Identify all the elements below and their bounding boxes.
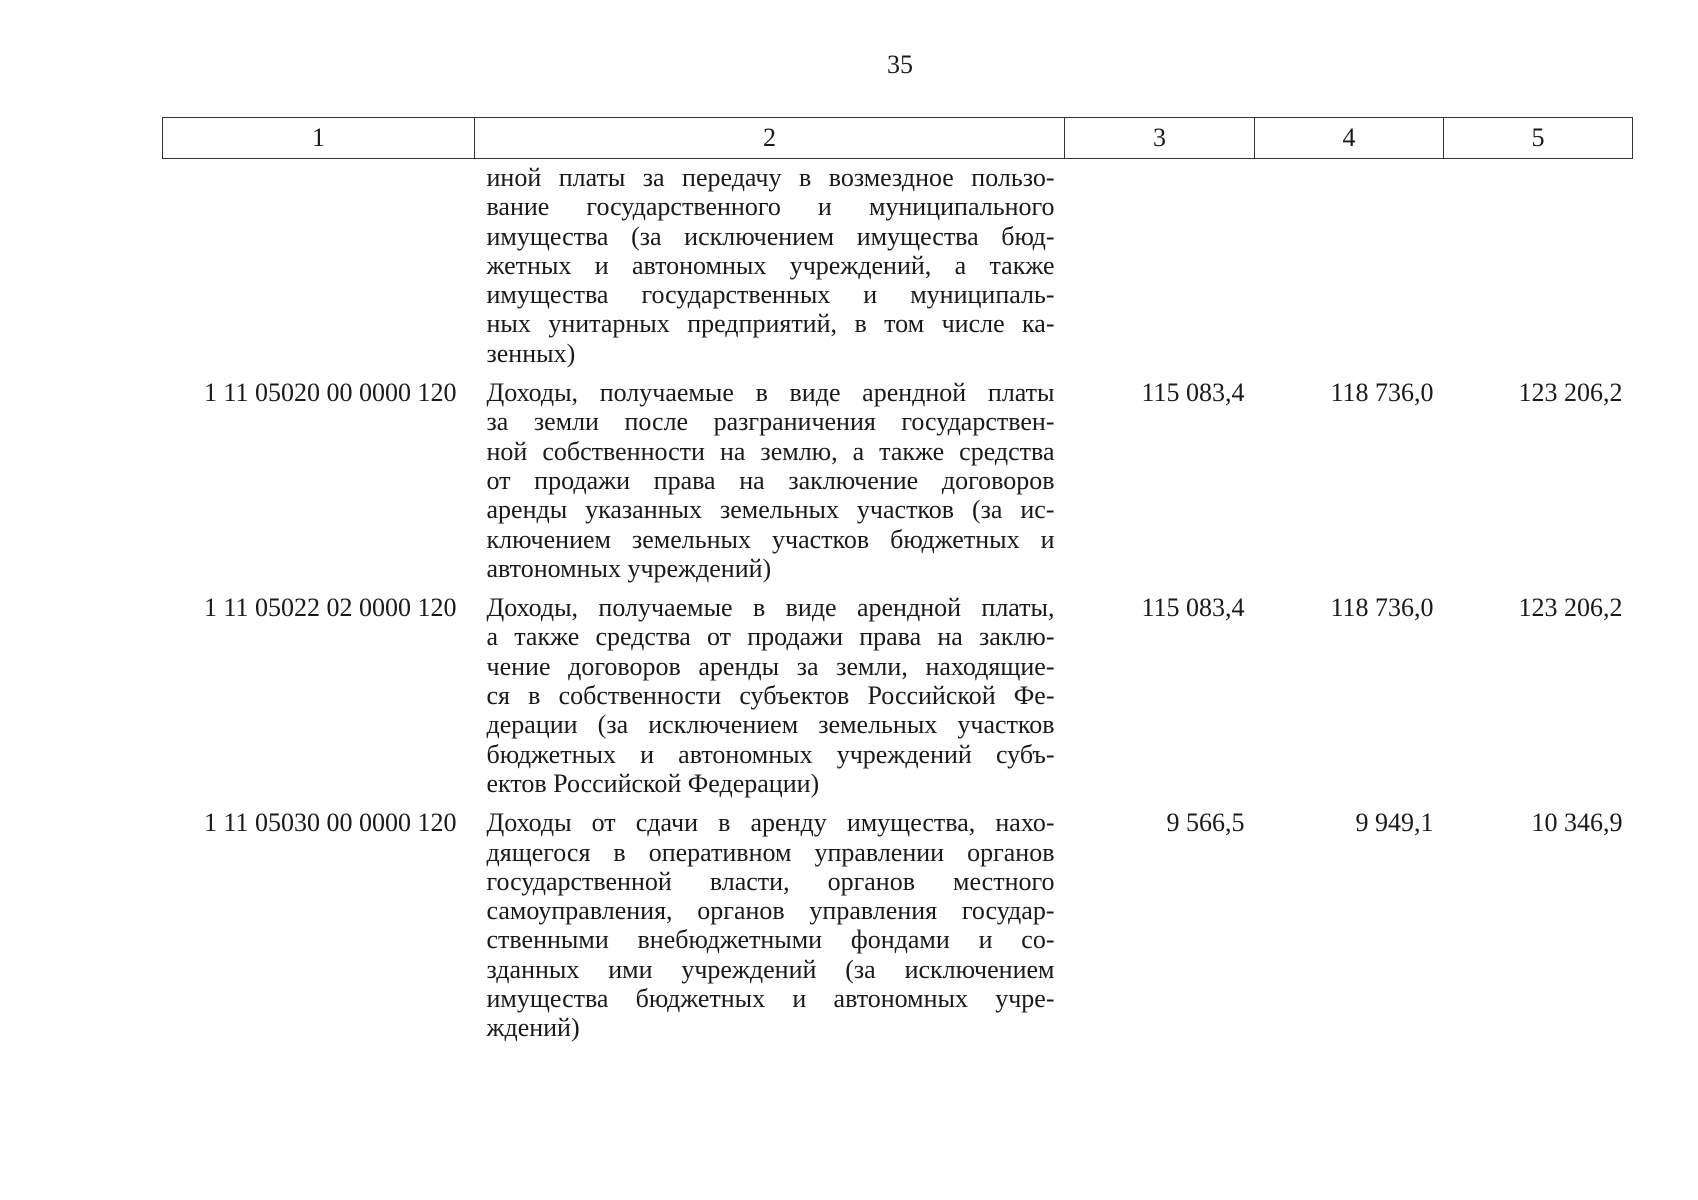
description-line: зданных ими учреждений (за исключением xyxy=(486,954,1055,984)
continuation-col-3 xyxy=(1065,159,1255,369)
description-line: ной собственности на землю, а также средства xyxy=(486,436,1055,466)
description-line: жетных и автономных учреждений, а также xyxy=(486,250,1055,280)
row-description xyxy=(475,798,1065,1042)
budget-code: 1 11 05020 00 0000 120 xyxy=(203,378,457,408)
budget-code: 1 11 05022 02 0000 120 xyxy=(203,593,457,623)
description-line: зенных) xyxy=(486,338,576,368)
description-line: Доходы, получаемые в виде арендной платы, xyxy=(486,593,1055,623)
description-line: ждений) xyxy=(486,1013,580,1043)
header-col-2: 2 xyxy=(475,118,1065,159)
description-line: дерации (за исключением земельных участков xyxy=(486,710,1055,740)
amount-col-5: 10 346,9 xyxy=(1531,808,1623,838)
amount-col-5: 123 206,2 xyxy=(1518,593,1623,623)
row-description xyxy=(475,368,1065,583)
amount-col-4: 118 736,0 xyxy=(1330,593,1434,623)
amount-col-3: 9 566,5 xyxy=(1166,808,1245,838)
description-line: ся в собственности субъектов Российской Фе- xyxy=(486,681,1055,711)
table-row xyxy=(163,798,1633,1042)
amount-col-4: 118 736,0 xyxy=(1330,378,1434,408)
description-line: чение договоров аренды за земли, находящие- xyxy=(486,651,1055,681)
continuation-row xyxy=(163,159,1633,369)
continuation-col-4 xyxy=(1255,159,1444,369)
description-line: ключением земельных участков бюджетных и xyxy=(486,524,1055,554)
header-col-1: 1 xyxy=(163,118,475,159)
description-line: ектов Российской Федерации) xyxy=(486,768,820,798)
header-col-4: 4 xyxy=(1255,118,1444,159)
continuation-code-cell xyxy=(163,159,475,369)
description-line: иной платы за передачу в возмездное пользо- xyxy=(486,163,1055,192)
table-body xyxy=(163,159,1633,1043)
description-line: имущества бюджетных и автономных учре- xyxy=(486,984,1055,1014)
description-line: бюджетных и автономных учреждений субъ- xyxy=(486,739,1055,769)
description-line: а также средства от продажи права на заклю- xyxy=(486,622,1055,652)
description-line: от продажи права на заключение договоров xyxy=(486,465,1055,495)
revenue-table xyxy=(162,117,1633,1043)
description-line: аренды указанных земельных участков (за ис- xyxy=(486,495,1055,525)
description-line: ных унитарных предприятий, в том числе ка- xyxy=(486,309,1055,339)
continuation-col-5 xyxy=(1444,159,1633,369)
row-description xyxy=(475,583,1065,798)
amount-col-4: 9 949,1 xyxy=(1355,808,1434,838)
description-line: дящегося в оперативном управлении органов xyxy=(486,837,1055,867)
table-row xyxy=(163,583,1633,798)
description-line: вание государственного и муниципального xyxy=(486,192,1055,222)
description-line: самоуправления, органов управления государ- xyxy=(486,896,1055,926)
table-row xyxy=(163,368,1633,583)
description-line: Доходы, получаемые в виде арендной платы xyxy=(486,378,1055,408)
description-line: имущества (за исключением имущества бюд- xyxy=(486,221,1055,251)
description-line: Доходы от сдачи в аренду имущества, нахо- xyxy=(486,808,1055,838)
revenue-table-container xyxy=(162,117,1632,1043)
description-line: государственной власти, органов местного xyxy=(486,866,1055,896)
header-row xyxy=(163,118,1633,159)
amount-col-3: 115 083,4 xyxy=(1141,593,1245,623)
budget-code: 1 11 05030 00 0000 120 xyxy=(203,808,457,838)
amount-col-5: 123 206,2 xyxy=(1518,378,1623,408)
amount-col-3: 115 083,4 xyxy=(1141,378,1245,408)
description-line: имущества государственных и муниципаль- xyxy=(486,280,1055,310)
description-line: за земли после разграничения государствен- xyxy=(486,407,1055,437)
table-header xyxy=(163,118,1633,159)
header-col-3: 3 xyxy=(1065,118,1255,159)
continuation-description xyxy=(475,159,1065,369)
page-number: 35 xyxy=(887,50,913,79)
description-line: автономных учреждений) xyxy=(486,553,772,583)
description-line: ственными внебюджетными фондами и со- xyxy=(486,925,1055,955)
header-col-5: 5 xyxy=(1444,118,1633,159)
